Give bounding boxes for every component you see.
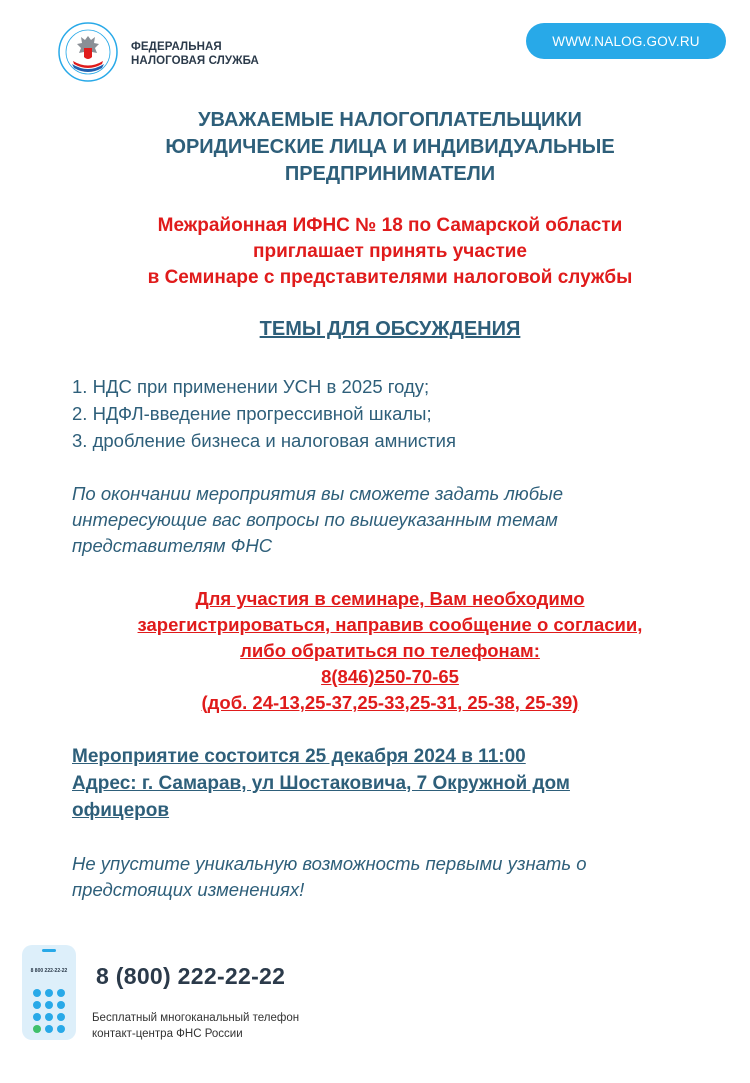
keypad-key: [33, 989, 41, 997]
keypad-key: [57, 1013, 65, 1021]
org-name-line2: НАЛОГОВАЯ СЛУЖБА: [131, 55, 259, 67]
questions-note: [72, 481, 712, 559]
event-datetime: Мероприятие состоится 25 декабря 2024 в 11:00: [72, 746, 526, 767]
topics-heading: ТЕМЫ ДЛЯ ОБСУЖДЕНИЯ: [259, 318, 521, 340]
note-line3: представителям ФНС: [72, 535, 273, 556]
hotline-desc-line2: контакт-центра ФНС России: [92, 1028, 243, 1040]
registration-extensions: (доб. 24-13,25-37,25-33,25-31, 25-38, 25-39): [201, 692, 579, 713]
registration-line3: либо обратиться по телефонам:: [240, 640, 540, 661]
list-item: 3. дробление бизнеса и налоговая амнистия: [72, 430, 456, 451]
keypad-key: [57, 989, 65, 997]
invitation-line3: в Семинаре с представителями налоговой службы: [147, 267, 633, 288]
invitation-line2: приглашает принять участие: [252, 241, 527, 262]
keypad-key: [45, 1025, 53, 1033]
closing-line1: Не упустите уникальную возможность первыми узнать о: [72, 853, 587, 874]
keypad-key: [57, 1001, 65, 1009]
closing-message: [72, 851, 712, 903]
keypad-key: [57, 1025, 65, 1033]
list-item: 2. НДФЛ-введение прогрессивной шкалы;: [72, 403, 432, 424]
title-line1: УВАЖАЕМЫЕ НАЛОГОПЛАТЕЛЬЩИКИ: [198, 109, 582, 131]
keypad-call-key: [33, 1025, 41, 1033]
topics-list: [72, 373, 712, 454]
registration-block: [60, 586, 720, 716]
phone-screen-number: 8 800 222-22-22: [30, 968, 68, 974]
hotline-desc-line1: Бесплатный многоканальный телефон: [92, 1012, 300, 1024]
org-name-line1: ФЕДЕРАЛЬНАЯ: [131, 41, 222, 53]
title-line3: ПРЕДПРИНИМАТЕЛИ: [284, 163, 496, 185]
org-name: [131, 40, 259, 68]
registration-line1: Для участия в семинаре, Вам необходимо: [195, 588, 585, 609]
invitation-line1: Межрайонная ИФНС № 18 по Самарской области: [157, 215, 623, 236]
note-line1: По окончании мероприятия вы сможете задать любые: [72, 483, 563, 504]
phone-icon: [22, 945, 76, 1040]
invitation: [60, 213, 720, 291]
phone-speaker: [42, 949, 56, 952]
event-address-line1: Адрес: г. Самарав, ул Шостаковича, 7 Окружной дом: [72, 773, 570, 794]
closing-line2: предстоящих изменениях!: [72, 879, 305, 900]
keypad-key: [45, 1001, 53, 1009]
page-title: [60, 107, 720, 188]
fns-emblem-logo: [58, 22, 118, 82]
keypad-key: [45, 1013, 53, 1021]
keypad-key: [45, 989, 53, 997]
site-link-button[interactable]: WWW.NALOG.GOV.RU: [526, 23, 726, 59]
hotline-number[interactable]: 8 (800) 222-22-22: [96, 963, 286, 989]
registration-phone[interactable]: 8(846)250-70-65: [321, 666, 459, 687]
title-line2: ЮРИДИЧЕСКИЕ ЛИЦА И ИНДИВИДУАЛЬНЫЕ: [165, 136, 615, 158]
keypad-key: [33, 1013, 41, 1021]
registration-line2: зарегистрироваться, направив сообщение о согласии,: [137, 614, 643, 635]
event-details: [72, 743, 712, 824]
list-item: 1. НДС при применении УСН в 2025 году;: [72, 376, 430, 397]
note-line2: интересующие вас вопросы по вышеуказанным темам: [72, 509, 558, 530]
hotline-description: [92, 1010, 299, 1042]
event-address-line2: офицеров: [72, 800, 170, 821]
keypad-key: [33, 1001, 41, 1009]
